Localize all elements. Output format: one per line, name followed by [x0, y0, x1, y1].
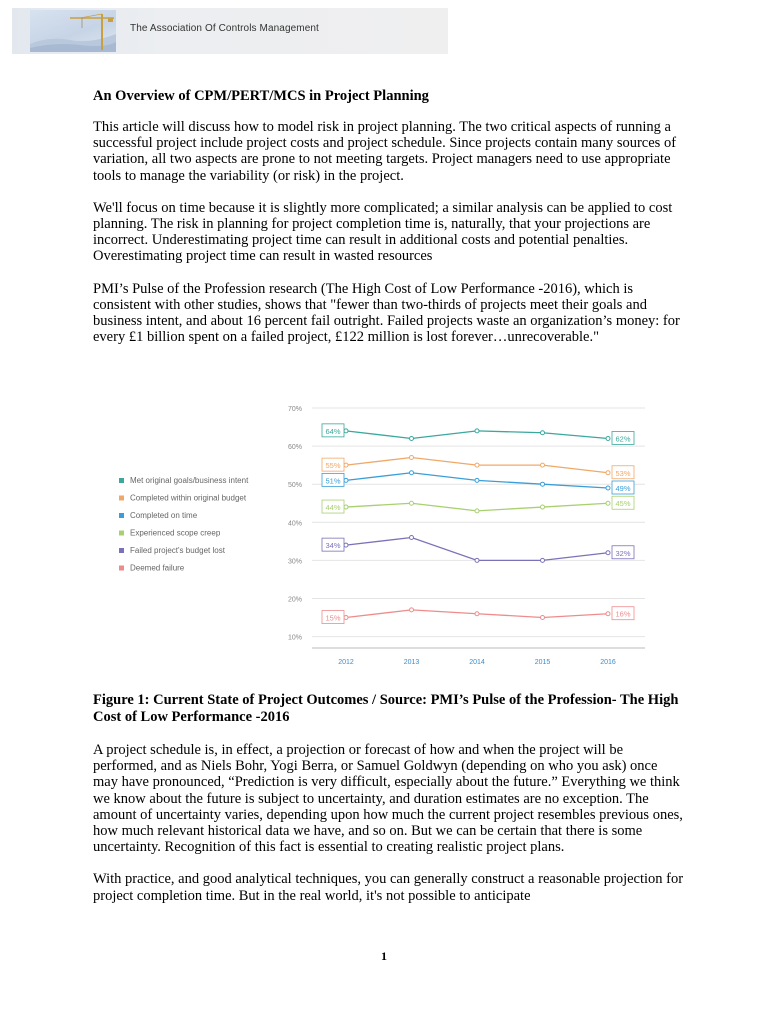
legend-swatch	[119, 531, 124, 536]
data-point	[606, 436, 610, 440]
x-tick-label: 2013	[403, 659, 420, 666]
article-body	[93, 88, 685, 361]
paragraph-schedule-projection: A project schedule is, in effect, a projection or forecast of how and when the project will be performed, and as Niels Bohr, Yogi Berra, or Samuel Goldwyn (depending on who you ask) once may have pronounced, “Prediction is very difficult, especially about the future.” Everything we think we know about the future is subject to uncertainty, and duration estimates are no exception. The amount of uncertainty varies, depending upon how much the current project resembles previous ones, how much relevant historical data we have, and so on. But we can be certain that there is some uncertainty. Recognition of this fact is essential to creating realistic project plans.	[93, 742, 683, 856]
legend-label: Experienced scope creep	[130, 528, 221, 538]
legend-swatch	[119, 513, 124, 518]
start-value-label: 15%	[325, 613, 341, 623]
article-body-continued	[93, 742, 685, 920]
figure-caption: Figure 1: Current State of Project Outcomes / Source: PMI’s Pulse of the Profession- The High Cost of Low Performance -2016	[93, 692, 679, 725]
crane-logo-image	[30, 10, 116, 52]
data-point	[606, 471, 610, 475]
data-point	[541, 505, 545, 509]
page-number: 1	[381, 949, 387, 963]
data-point	[475, 509, 479, 513]
y-tick-label: 20%	[288, 596, 303, 604]
end-value-label: 49%	[615, 484, 631, 493]
legend-label: Failed project's budget lost	[130, 546, 225, 555]
data-point	[475, 478, 479, 482]
start-value-label: 34%	[325, 541, 341, 551]
legend-label: Completed within original budget	[130, 493, 247, 503]
chart-svg	[110, 398, 650, 668]
data-point	[410, 608, 414, 612]
data-point	[541, 431, 545, 435]
legend-swatch	[119, 548, 124, 553]
header-banner	[12, 8, 448, 54]
x-tick-label: 2012	[338, 659, 354, 666]
end-value-label: 62%	[615, 434, 631, 444]
paragraph-intro: This article will discuss how to model risk in project planning. The two critical aspects of running a successful project include project costs and project schedule. Since projects contain many sources of variation, all two aspects are prone to not meeting targets. Project managers need to use appropriate tools to manage the variability (or risk) in the project.	[93, 119, 677, 184]
data-point	[344, 429, 348, 433]
data-point	[344, 616, 348, 620]
end-value-label: 32%	[615, 548, 631, 558]
legend-label: Deemed failure	[130, 563, 185, 573]
project-outcomes-chart	[110, 398, 650, 668]
data-point	[606, 612, 610, 616]
start-value-label: 55%	[325, 461, 341, 471]
data-point	[344, 505, 348, 509]
y-tick-label: 40%	[288, 520, 303, 528]
legend-label: Completed on time	[130, 511, 198, 520]
data-point	[541, 558, 545, 562]
paragraph-pmi-pulse: PMI’s Pulse of the Profession research (The High Cost of Low Performance -2016), which is consistent with other studies, shows that "fewer than two-thirds of projects meet their goals and business intent, and about 16 percent fail outright. Failed projects waste an organization’s money: for every £1 billion spent on a failed project, £122 million is lost forever…unrecoverable."	[93, 280, 680, 346]
legend-label: Met original goals/business intent	[130, 476, 249, 485]
data-point	[606, 486, 610, 490]
data-point	[606, 501, 610, 505]
paragraph-practice: With practice, and good analytical techniques, you can generally construct a reasonable projection for project completion time. But in the real world, it's not possible to anticipate	[93, 871, 684, 904]
data-point	[475, 558, 479, 562]
end-value-label: 16%	[615, 609, 631, 619]
data-point	[606, 551, 610, 555]
x-tick-label: 2016	[600, 659, 616, 666]
start-value-label: 51%	[325, 476, 341, 486]
data-point	[541, 482, 545, 486]
data-point	[410, 456, 414, 460]
data-point	[541, 463, 545, 467]
crane-icon	[30, 10, 116, 52]
end-value-label: 53%	[615, 468, 631, 478]
organization-name: The Association Of Controls Management	[130, 23, 319, 34]
legend-swatch	[119, 496, 124, 501]
legend-swatch	[119, 478, 124, 483]
data-point	[475, 429, 479, 433]
legend-swatch	[119, 566, 124, 571]
data-point	[344, 463, 348, 467]
end-value-label: 45%	[615, 499, 631, 509]
data-point	[410, 436, 414, 440]
data-point	[541, 616, 545, 620]
start-value-label: 64%	[325, 426, 341, 436]
data-point	[475, 463, 479, 467]
y-tick-label: 70%	[288, 406, 303, 413]
start-value-label: 44%	[325, 503, 341, 513]
data-point	[410, 501, 414, 505]
series-line	[346, 538, 608, 561]
data-point	[410, 536, 414, 540]
data-point	[410, 471, 414, 475]
y-tick-label: 30%	[288, 558, 303, 566]
y-tick-label: 60%	[288, 444, 303, 452]
paragraph-time-focus: We'll focus on time because it is slightly more complicated; a similar analysis can be applied to cost planning. The risk in planning for project completion time is, naturally, that your projections are incorrect. Underestimating project time can result in additional costs and potential penalties. Overestimating project time can result in wasted resources	[93, 199, 673, 265]
x-tick-label: 2014	[469, 659, 485, 666]
y-tick-label: 50%	[288, 482, 303, 490]
data-point	[344, 478, 348, 482]
y-tick-label: 10%	[288, 634, 303, 642]
article-title: An Overview of CPM/PERT/MCS in Project Planning	[93, 88, 429, 104]
data-point	[344, 543, 348, 547]
data-point	[475, 612, 479, 616]
x-tick-label: 2015	[534, 659, 551, 666]
